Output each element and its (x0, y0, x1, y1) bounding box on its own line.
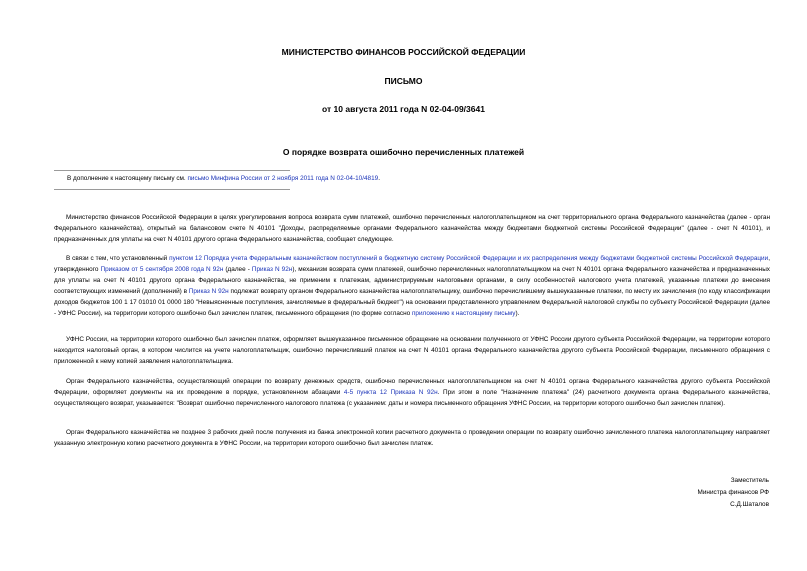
paragraph-2-text-4: ), механизм возврата сумм платежей, ошибочно перечисленных налогоплательщиком на счет N 40101 органа Федерального казначейства и предназначенных для уплаты на счет N 40101 другого органа Федерального казначейства, не применим к платежам, администрируемым налоговыми органами, в силу особенностей налогового учета платежей, указанные платежи до внесения соответствующих изменений (дополнений) в (54, 266, 770, 295)
reference-note-prefix: В дополнение к настоящему письму см. (67, 175, 188, 182)
paragraph-4-text-1: Орган Федерального казначейства, осуществляющий операции по возврату денежных средств, ошибочно перечисленных налогоплательщиком на счет N 40101 органа Федерального казначейства другого субъекта Российской Федерации, оформляет документы на их проведение в порядке, установленном абзацами (54, 378, 770, 396)
paragraph-3: УФНС России, на территории которого ошибочно был зачислен платеж, оформляет вышеуказанное письменное обращение на основании полученного от УФНС России другого субъекта Российской Федерации, на территории которого находится налоговый орган, в котором числится на учете налогоплательщик, ошибочно перечисливший платеж на счет N 40101 органа Федерального казначейства другого субъекта Российской Федерации, письменного обращения с приложенной к нему копией заявления налогоплательщика. (54, 336, 770, 365)
appendix-link[interactable]: приложению к настоящему письму (411, 310, 516, 317)
note-divider-top (54, 170, 290, 171)
document-subject: О порядке возврата ошибочно перечисленных платежей (282, 147, 525, 157)
document-type: ПИСЬМО (384, 76, 423, 86)
signature-name: С.Д.Шаталов (730, 501, 769, 508)
note-divider-bottom (54, 189, 290, 190)
procedure-point-12-link[interactable]: пунктом 12 Порядка учета Федеральным казначейством поступлений в бюджетную систему Российской Федерации и их распределения между бюджетами бюджетной системы Российской Федерации (169, 255, 769, 262)
ministry-title: МИНИСТЕРСТВО ФИНАНСОВ РОССИЙСКОЙ ФЕДЕРАЦИИ (281, 47, 526, 57)
order-92n-short-link[interactable]: Приказ N 92н (251, 266, 293, 273)
paragraph-2-text-2: , утвержденного (54, 255, 770, 273)
paragraph-2-text-1: В связи с тем, что установленный (66, 255, 170, 262)
document-date-number: от 10 августа 2011 года N 02-04-09/3641 (322, 104, 485, 114)
paragraph-1: Министерство финансов Российской Федерации в целях урегулирования вопроса возврата сумм платежей, ошибочно перечисленных налогоплательщиком на счет территориального органа Федерального казначейства (далее - орган Федерального казначейства), открытый на балансовом счете N 40101 "Доходы, распределяемые органами Федерального казначейства между бюджетами бюджетной системы Российской Федерации" (далее - счет N 40101), и предназначенных для уплаты на счет N 40101 другого органа Федерального казначейства, сообщает следующее. (54, 214, 770, 243)
order-92n-point-12-link[interactable]: 4-5 пункта 12 Приказа N 92н (343, 389, 438, 396)
paragraph-2-text-6: ). (515, 310, 520, 317)
paragraph-2 (54, 253, 770, 319)
reference-note-suffix: . (378, 175, 380, 182)
paragraph-4 (54, 376, 770, 409)
paragraph-5: Орган Федерального казначейства не позднее 3 рабочих дней после получения из банка электронной копии расчетного документа о проведении операции по возврату ошибочно зачисленного платежа налогоплательщику направляет указанную электронную копию расчетного документа в УФНС России, на территории которого ошибочно был зачислен платеж. (54, 429, 770, 447)
signature-ministry: Министра финансов РФ (697, 489, 769, 496)
signature-position: Заместитель (730, 477, 769, 484)
paragraph-2-text-3: (далее - (223, 266, 252, 273)
reference-letter-link[interactable]: письмо Минфина России от 2 ноября 2011 года N 02-04-10/4819 (187, 175, 379, 182)
paragraph-4-text-2: . При этом в поле "Назначение платежа" (24) расчетного документа органа Федерального казначейства, осуществляющего возврат, указывается: "Возврат ошибочно перечисленного налогового платежа (с указанием: даты и номера письменного обращения УФНС России, на территории которого ошибочно был зачислен платеж). (54, 389, 771, 407)
order-92n-short-link-2[interactable]: Приказ N 92н (188, 288, 229, 295)
reference-note (67, 175, 380, 182)
paragraph-2-text-5: подлежат возврату органом Федерального казначейства налогоплательщику, ошибочно перечислившему вышеуказанные платежи, по месту их зачисления (по коду классификации доходов бюджетов 100 1 17 01010 01 0000 180 "Невыясненные поступления, зачисляемые в федеральный бюджет") на основании представленного управлением Федеральной налоговой службы по субъекту Российской Федерации (далее - УФНС России), на территории которого ошибочно был зачислен платеж, письменного обращения (по форме согласно (54, 288, 770, 317)
order-92n-link[interactable]: Приказом от 5 сентября 2008 года N 92н (100, 266, 224, 273)
